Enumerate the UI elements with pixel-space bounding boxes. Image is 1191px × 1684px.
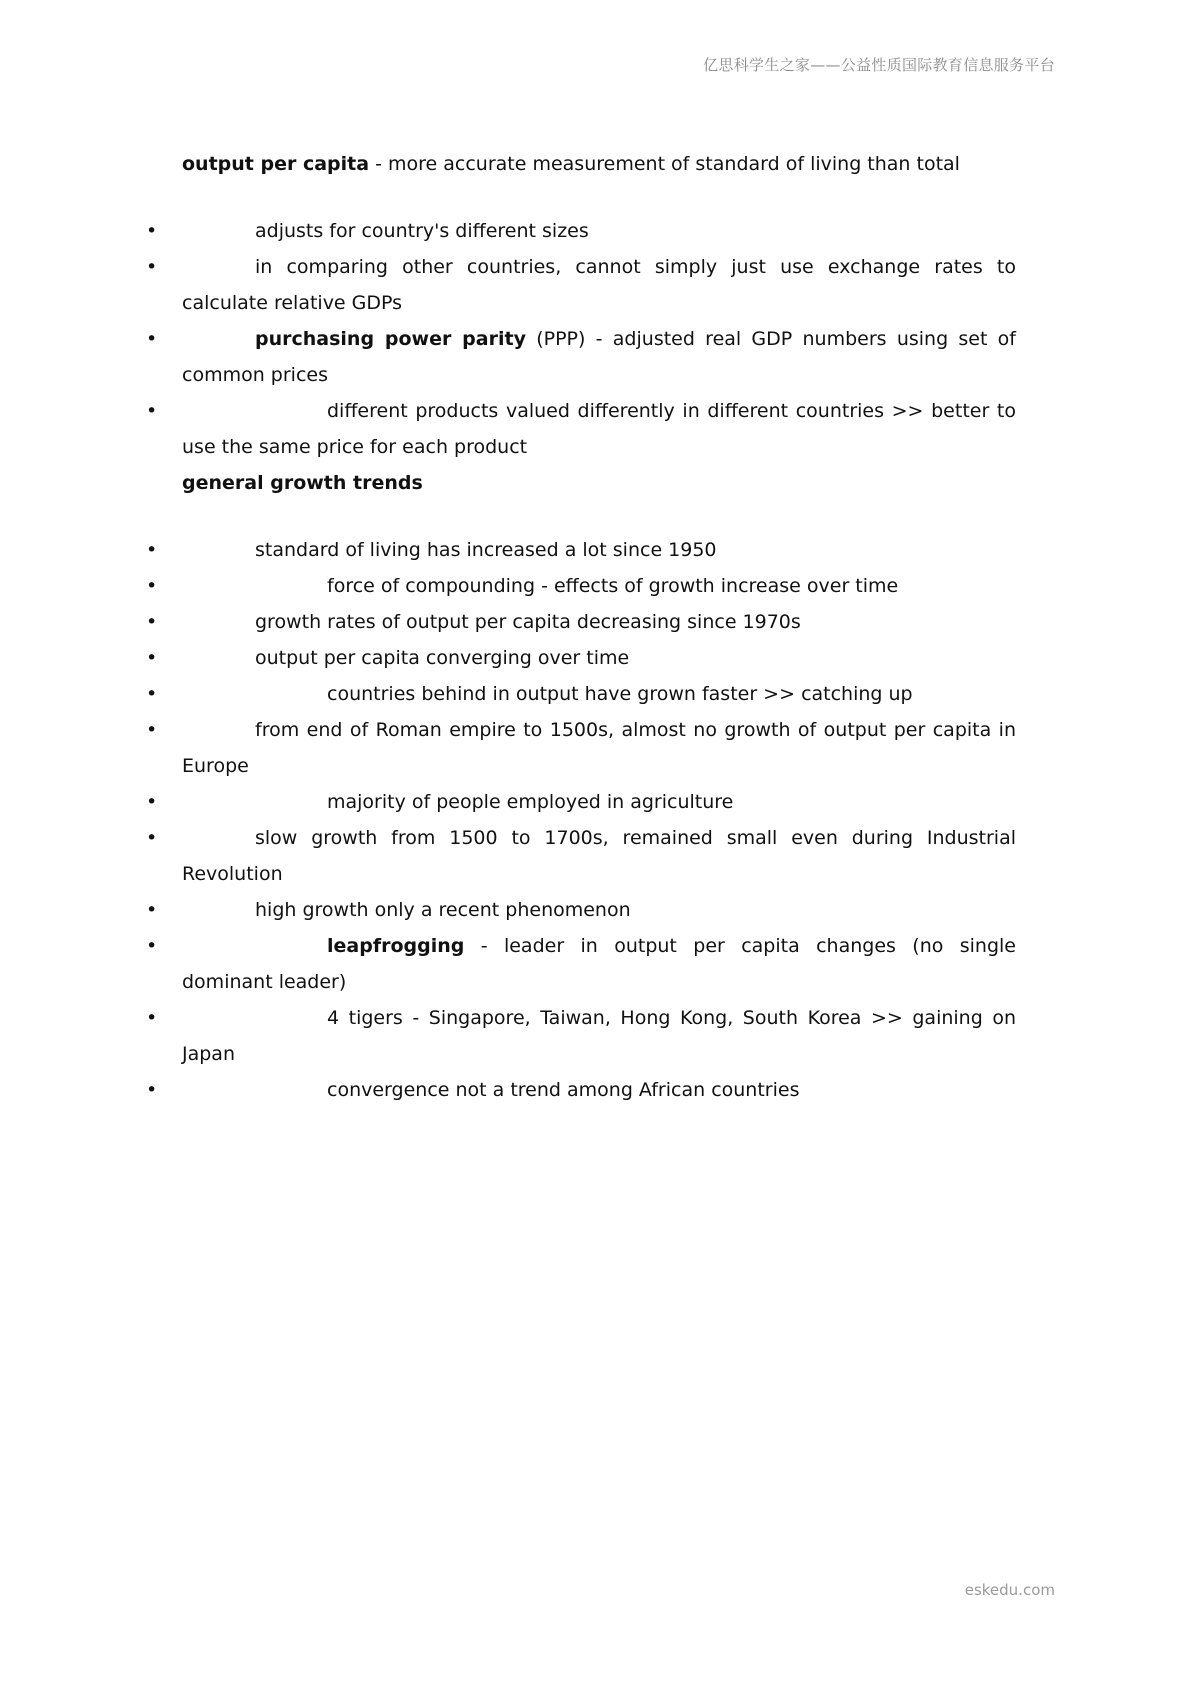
section-heading (146, 465, 1016, 501)
list-item-text: 4 tigers - Singapore, Taiwan, Hong Kong, South Korea >> gaining on Japan (182, 1007, 1016, 1065)
bullet-icon: • (146, 539, 158, 561)
list-item-text: adjusts for country's different sizes (255, 220, 589, 242)
list-item (146, 213, 1016, 249)
list-item (146, 568, 1016, 604)
list-item (146, 784, 1016, 820)
bullet-icon: • (146, 827, 158, 849)
list-item-text: (PPP) - adjusted real GDP numbers using set of common prices (182, 328, 1017, 386)
list-item-text: from end of Roman empire to 1500s, almost no growth of output per capita in Europe (182, 719, 1016, 777)
bullet-icon: • (146, 575, 158, 597)
bullet-icon: • (146, 1079, 158, 1101)
list-item-text: in comparing other countries, cannot simply just use exchange rates to calculate relative GDPs (182, 256, 1016, 314)
list-item-text: high growth only a recent phenomenon (255, 899, 631, 921)
bullet-icon: • (146, 1007, 158, 1029)
section-heading-text: general growth trends (182, 472, 423, 494)
intro-paragraph (146, 146, 1016, 182)
list-item (146, 249, 1016, 321)
list-item (146, 928, 1016, 1000)
list-item (146, 321, 1016, 393)
list-item (146, 1072, 1016, 1108)
bullet-icon: • (146, 719, 158, 741)
list-item-text: countries behind in output have grown faster >> catching up (327, 683, 913, 705)
intro-definition: - more accurate measurement of standard of living than total (369, 153, 960, 175)
bullet-icon: • (146, 647, 158, 669)
list-item-text: output per capita converging over time (255, 647, 630, 669)
bullet-icon: • (146, 220, 158, 242)
list-item (146, 640, 1016, 676)
list-item (146, 1000, 1016, 1072)
list-item-text: majority of people employed in agriculture (327, 791, 734, 813)
list-item-text: convergence not a trend among African countries (327, 1079, 800, 1101)
list-item-term: purchasing power parity (255, 328, 526, 350)
list-item (146, 532, 1016, 568)
bullet-icon: • (146, 791, 158, 813)
list-item-text: - leader in output per capita changes (no single dominant leader) (182, 935, 1016, 993)
bullet-icon: • (146, 683, 158, 705)
list-item (146, 712, 1016, 784)
intro-term: output per capita (182, 153, 370, 175)
list-item (146, 604, 1016, 640)
bullet-icon: • (146, 400, 158, 422)
list-item-term: leapfrogging (327, 935, 465, 957)
page-header: 亿思科学生之家——公益性质国际教育信息服务平台 (703, 56, 1055, 74)
list-item-text: standard of living has increased a lot since 1950 (255, 539, 717, 561)
page-footer: eskedu.com (964, 1581, 1055, 1599)
list-item-text: force of compounding - effects of growth increase over time (327, 575, 899, 597)
list-item (146, 676, 1016, 712)
list-item-text: growth rates of output per capita decreasing since 1970s (255, 611, 801, 633)
bullet-icon: • (146, 899, 158, 921)
bullet-icon: • (146, 935, 158, 957)
bullet-icon: • (146, 256, 158, 278)
list-item (146, 393, 1016, 465)
list-item-text: different products valued differently in different countries >> better to use the same price for each product (182, 400, 1016, 458)
list-item (146, 892, 1016, 928)
document-body (146, 146, 1016, 1108)
list-item (146, 820, 1016, 892)
bullet-icon: • (146, 611, 158, 633)
list-item-text: slow growth from 1500 to 1700s, remained small even during Industrial Revolution (182, 827, 1016, 885)
bullet-icon: • (146, 328, 158, 350)
